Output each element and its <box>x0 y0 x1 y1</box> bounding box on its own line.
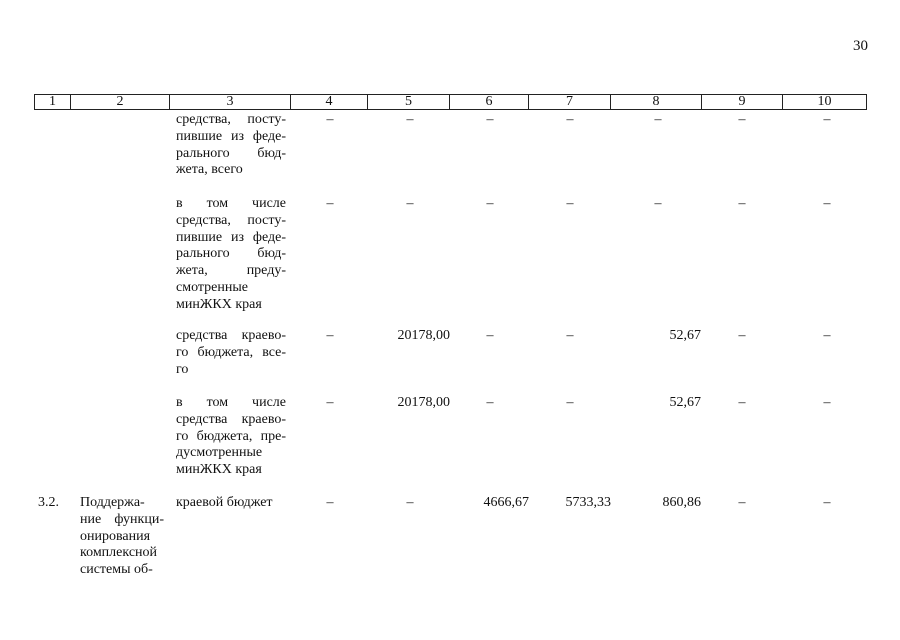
col7-value: 5733,33 <box>565 495 611 510</box>
col10-value: – <box>823 328 831 343</box>
header-cell-3: 3 <box>170 94 291 110</box>
col4-value: – <box>326 395 334 410</box>
header-cell-6: 6 <box>450 94 529 110</box>
col4-value: – <box>326 196 334 211</box>
header-cell-5: 5 <box>368 94 450 110</box>
col8-value: 860,86 <box>662 495 701 510</box>
col4-value: – <box>326 328 334 343</box>
header-cell-8: 8 <box>611 94 702 110</box>
col5-value: 20178,00 <box>397 328 450 343</box>
col7-value: – <box>566 328 574 343</box>
col4-value: – <box>326 112 334 127</box>
col5-value: – <box>406 112 414 127</box>
header-cell-2: 2 <box>71 94 170 110</box>
col8-value: 52,67 <box>669 395 701 410</box>
col7-value: – <box>566 112 574 127</box>
col9-value: – <box>738 395 746 410</box>
col10-value: – <box>823 196 831 211</box>
col4-value: – <box>326 495 334 510</box>
col9-value: – <box>738 196 746 211</box>
col8-value: – <box>654 112 662 127</box>
col7-value: – <box>566 196 574 211</box>
col9-value: – <box>738 495 746 510</box>
col6-value: – <box>486 395 494 410</box>
col5-value: – <box>406 196 414 211</box>
header-cell-7: 7 <box>529 94 611 110</box>
funding-source: в том числе средства, посту-пившие из феде-рального бюд-жета, преду-смотренные минЖКХ края <box>176 196 286 312</box>
funding-source: средства краево-го бюджета, все-го <box>176 328 286 377</box>
col7-value: – <box>566 395 574 410</box>
col6-value: – <box>486 196 494 211</box>
col5-value: 20178,00 <box>397 395 450 410</box>
col10-value: – <box>823 395 831 410</box>
col5-value: – <box>406 495 414 510</box>
col10-value: – <box>823 112 831 127</box>
col9-value: – <box>738 328 746 343</box>
page-number: 30 <box>853 38 868 54</box>
col6-value: – <box>486 112 494 127</box>
funding-source: в том числе средства краево-го бюджета, пре-дусмотренные минЖКХ края <box>176 395 286 478</box>
item-name: Поддержа-ние функци-онирования комплексной системы об- <box>80 495 164 578</box>
funding-source: средства, посту-пившие из феде-рального бюд-жета, всего <box>176 112 286 178</box>
header-cell-10: 10 <box>783 94 867 110</box>
col6-value: 4666,67 <box>483 495 529 510</box>
header-cell-1: 1 <box>34 94 71 110</box>
col9-value: – <box>738 112 746 127</box>
funding-source: краевой бюджет <box>176 495 273 510</box>
item-number: 3.2. <box>38 495 59 510</box>
col10-value: – <box>823 495 831 510</box>
col6-value: – <box>486 328 494 343</box>
col8-value: 52,67 <box>669 328 701 343</box>
header-cell-4: 4 <box>291 94 368 110</box>
header-cell-9: 9 <box>702 94 783 110</box>
col8-value: – <box>654 196 662 211</box>
